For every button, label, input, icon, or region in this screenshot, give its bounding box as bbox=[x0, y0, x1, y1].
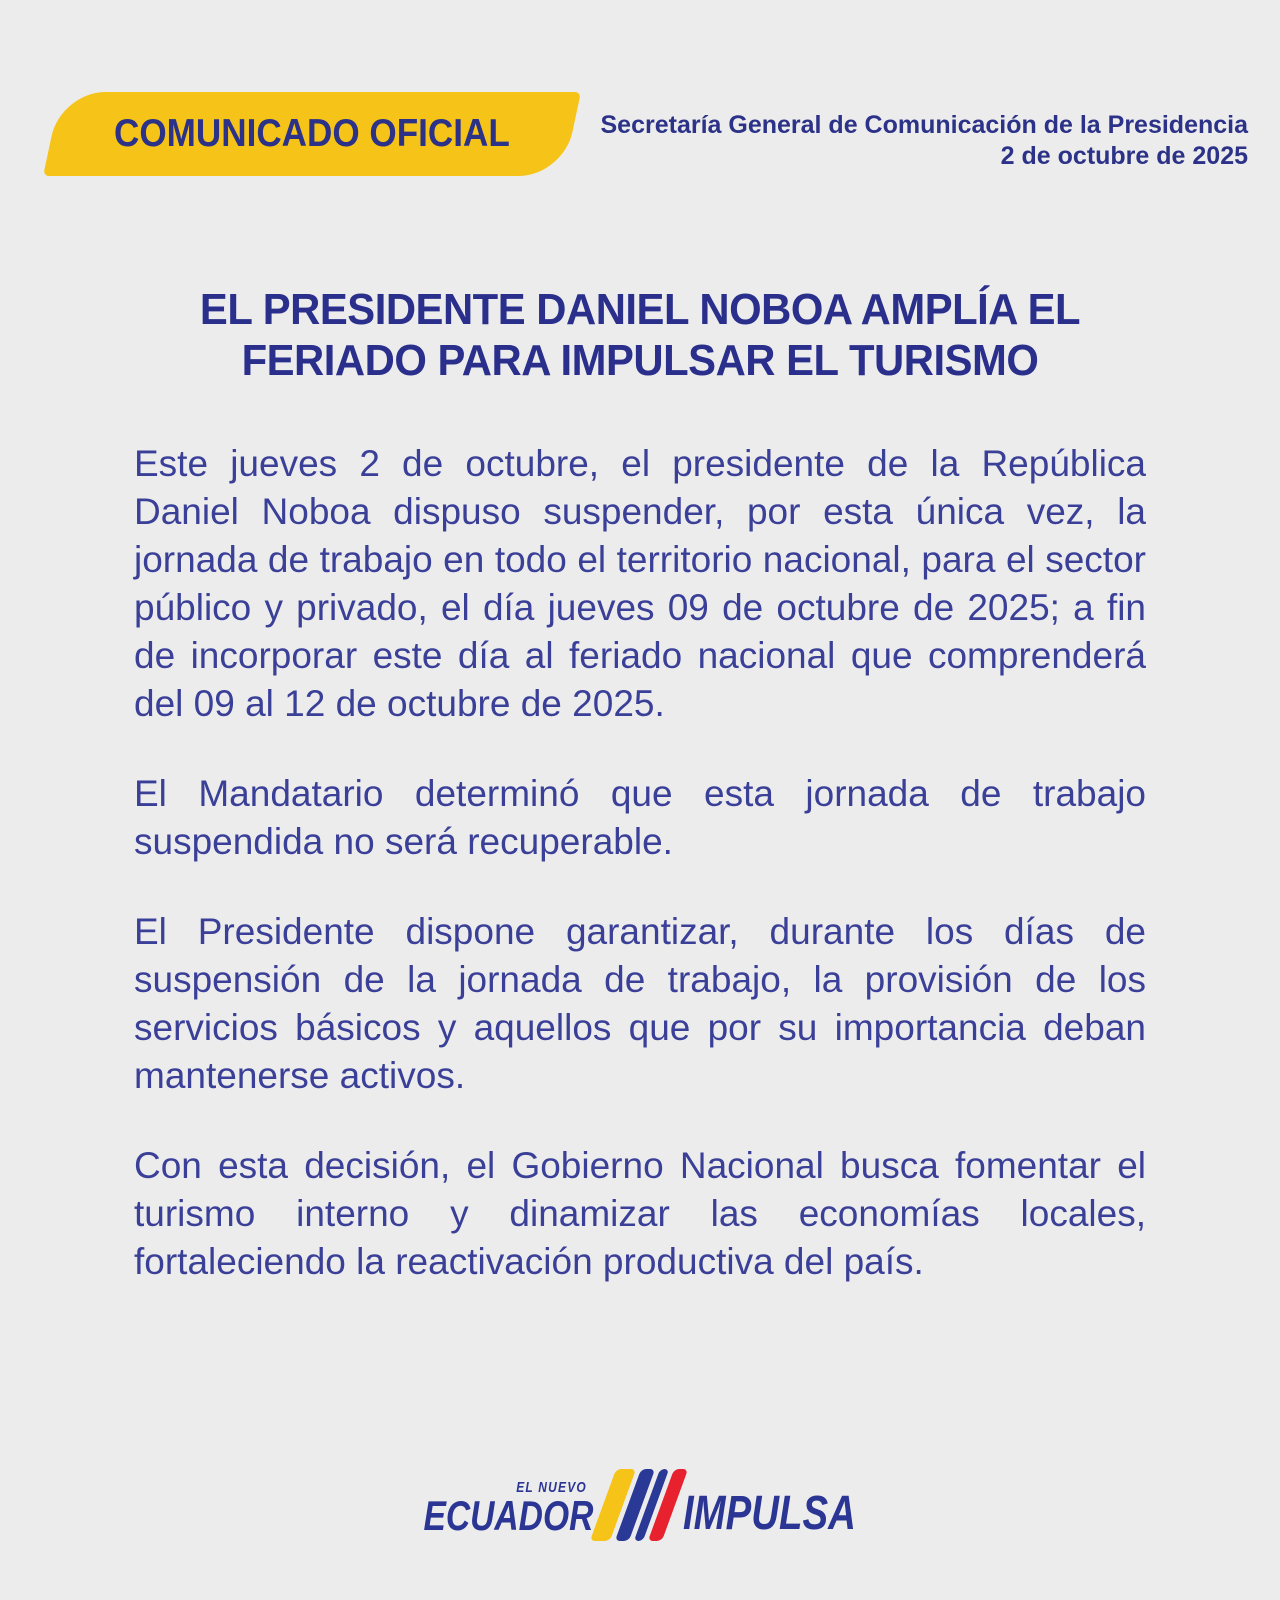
paragraph-2: El Mandatario determinó que esta jornada de trabajo suspendida no será recuperable. bbox=[134, 773, 1146, 862]
paragraph-1: Este jueves 2 de octubre, el presidente de la República Daniel Noboa dispuso suspender, por esta única vez, la jornada de trabajo en todo el territorio nacional, para el sector público y privado, el día jueves 09 de octubre de 2025; a fin de incorporar este día al feriado nacional que comprenderá del 09 al 12 de octubre de 2025. bbox=[134, 443, 1146, 724]
logo-impulsa-word: IMPULSA bbox=[683, 1487, 856, 1541]
gov-brand-logo bbox=[0, 1456, 1280, 1541]
logo-ecuador-block bbox=[423, 1479, 594, 1540]
headline-line-1: EL PRESIDENTE DANIEL NOBOA AMPLÍA EL bbox=[199, 285, 1081, 334]
header-meta bbox=[601, 110, 1249, 172]
headline-line-2: FERIADO PARA IMPULSAR EL TURISMO bbox=[241, 336, 1039, 385]
logo-ecuador-word: ECUADOR bbox=[423, 1492, 594, 1540]
badge-label: COMUNICADO OFICIAL bbox=[114, 112, 510, 155]
paragraph-4: Con esta decisión, el Gobierno Nacional busca fomentar el turismo interno y dinamizar las economías locales, fortaleciendo la reactivación productiva del país. bbox=[134, 1145, 1146, 1282]
official-statement-badge bbox=[43, 92, 581, 176]
issue-date: 2 de octubre de 2025 bbox=[1000, 142, 1248, 170]
body-text bbox=[134, 440, 1146, 1328]
issuer-name: Secretaría General de Comunicación de la Presidencia bbox=[600, 111, 1248, 139]
flag-stripes-icon bbox=[590, 1469, 688, 1541]
logo-tagline: EL NUEVO bbox=[516, 1479, 587, 1497]
headline bbox=[32, 284, 1248, 386]
paragraph-3: El Presidente dispone garantizar, durante los días de suspensión de la jornada de trabajo, la provisión de los servicios básicos y aquellos que por su importancia deban mantenerse activos. bbox=[134, 911, 1146, 1096]
